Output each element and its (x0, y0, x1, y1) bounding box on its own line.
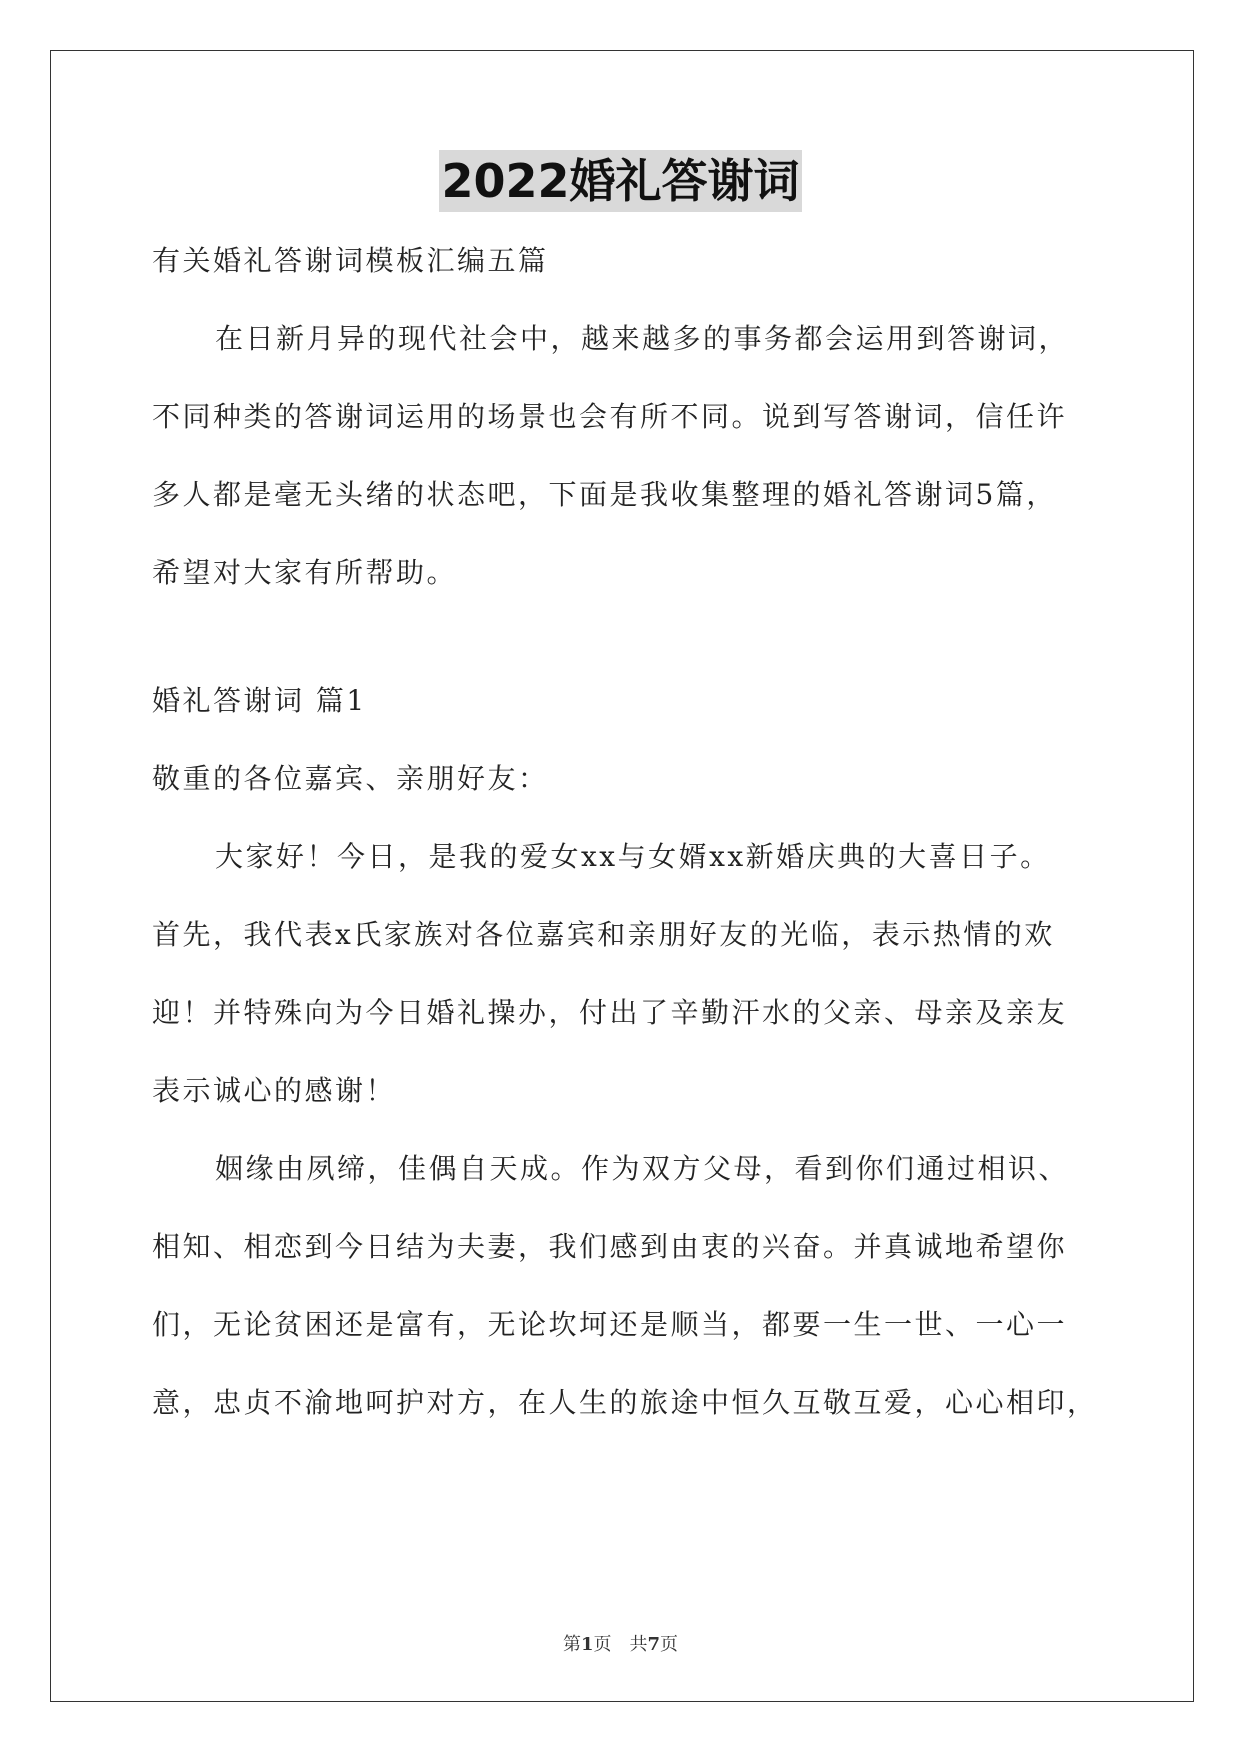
document-section-1 (152, 662, 1102, 1442)
paragraph-line: 不同种类的答谢词运用的场景也会有所不同。说到写答谢词，信任许 (152, 400, 1068, 433)
document-body (152, 222, 1102, 612)
paragraph-line: 希望对大家有所帮助。 (152, 556, 458, 589)
paragraph-line: 迎！并特殊向为今日婚礼操办，付出了辛勤汗水的父亲、母亲及亲友 (152, 996, 1068, 1029)
paragraph-line: 多人都是毫无头绪的状态吧，下面是我收集整理的婚礼答谢词5篇， (152, 478, 1057, 511)
paragraph-line: 大家好！今日，是我的爱女xx与女婿xx新婚庆典的大喜日子。 (215, 840, 1051, 873)
paragraph-line: 姻缘由夙缔，佳偶自天成。作为双方父母，看到你们通过相识、 (215, 1152, 1070, 1185)
paragraph-line: 表示诚心的感谢！ (152, 1074, 397, 1107)
title-container (0, 150, 1241, 212)
salutation-line: 敬重的各位嘉宾、亲朋好友： (152, 762, 549, 795)
page-footer (0, 1630, 1241, 1656)
section-heading: 婚礼答谢词 篇1 (152, 684, 367, 717)
subtitle-line: 有关婚礼答谢词模板汇编五篇 (152, 244, 549, 277)
page-prefix: 第 (562, 1634, 581, 1655)
page-current: 1 (580, 1634, 594, 1655)
paragraph-line: 意，忠贞不渝地呵护对方，在人生的旅途中恒久互敬互爱，心心相印， (152, 1386, 1098, 1419)
page-suffix: 页 (660, 1634, 679, 1655)
document-title: 2022婚礼答谢词 (439, 150, 801, 212)
paragraph-line: 们，无论贫困还是富有，无论坎坷还是顺当，都要一生一世、一心一 (152, 1308, 1068, 1341)
page-mid: 页 共 (593, 1634, 648, 1655)
page-total: 7 (647, 1634, 661, 1655)
paragraph-line: 首先，我代表x氏家族对各位嘉宾和亲朋好友的光临，表示热情的欢 (152, 918, 1055, 951)
paragraph-line: 在日新月异的现代社会中，越来越多的事务都会运用到答谢词， (215, 322, 1070, 355)
paragraph-line: 相知、相恋到今日结为夫妻，我们感到由衷的兴奋。并真诚地希望你 (152, 1230, 1068, 1263)
